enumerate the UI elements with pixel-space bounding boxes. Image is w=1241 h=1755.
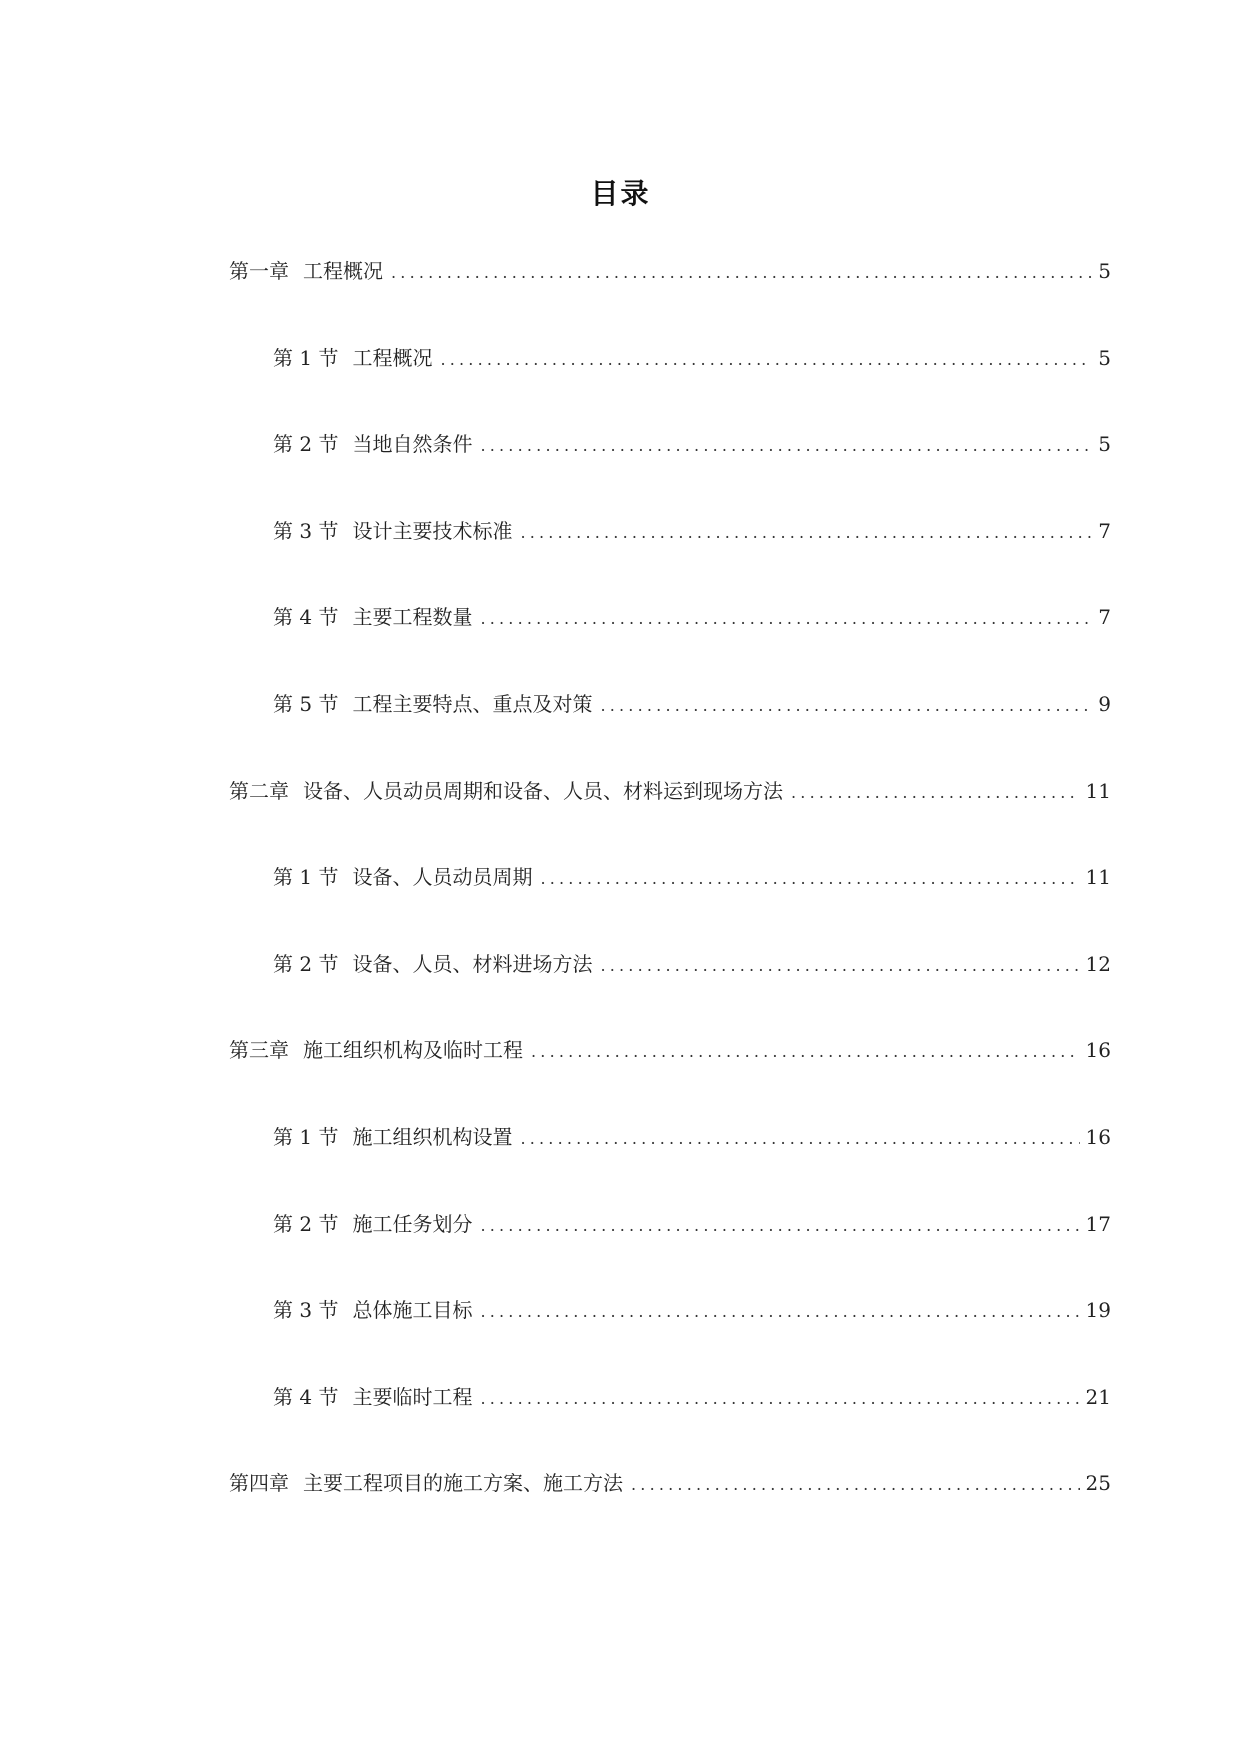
toc-entry-title: 主要临时工程	[352, 1384, 473, 1409]
dot-leader	[480, 1213, 1079, 1239]
toc-entry-number: 第 2 节	[273, 1211, 339, 1236]
toc-entry-label	[273, 1211, 472, 1237]
toc-entry-number: 第四章	[229, 1471, 289, 1496]
toc-entry-page-number: 21	[1085, 1384, 1111, 1409]
dot-leader	[520, 520, 1092, 546]
toc-entry-page-number: 12	[1085, 951, 1111, 976]
toc-entry-title: 设计主要技术标准	[352, 518, 513, 543]
toc-entry-page-number: 25	[1085, 1471, 1111, 1496]
toc-entry-page-number: 5	[1098, 345, 1111, 370]
toc-entry-title: 设备、人员、材料进场方法	[352, 951, 593, 976]
toc-entry-number: 第 4 节	[273, 605, 339, 630]
dot-leader	[540, 866, 1079, 892]
dot-leader	[391, 260, 1092, 286]
toc-entry-page-number: 16	[1085, 1124, 1111, 1149]
toc-entry-page-number: 17	[1085, 1211, 1111, 1236]
dot-leader	[791, 780, 1080, 806]
toc-entry-section-1-3[interactable]	[229, 518, 1111, 605]
toc-entry-page-number: 11	[1085, 778, 1111, 803]
dot-leader	[480, 606, 1092, 632]
dot-leader	[600, 693, 1092, 719]
dot-leader	[531, 1039, 1080, 1065]
toc-entry-number: 第 1 节	[273, 345, 339, 370]
toc-entry-number: 第 1 节	[273, 865, 339, 890]
toc-entry-number: 第 3 节	[273, 518, 339, 543]
toc-entry-title: 设备、人员动员周期和设备、人员、材料运到现场方法	[303, 778, 783, 803]
toc-entry-number: 第二章	[229, 778, 289, 803]
toc-entry-page-number: 5	[1098, 432, 1111, 457]
toc-entry-label	[229, 1037, 523, 1063]
toc-entry-page-number: 7	[1098, 605, 1111, 630]
toc-entry-label	[273, 518, 512, 544]
toc-entry-page-number: 9	[1098, 691, 1111, 716]
toc-entry-title: 工程概况	[303, 259, 383, 283]
toc-entry-title: 设备、人员动员周期	[352, 865, 533, 890]
toc-entry-chapter-4[interactable]	[229, 1470, 1111, 1557]
toc-entry-title: 施工任务划分	[352, 1211, 473, 1236]
dot-leader	[520, 1126, 1079, 1152]
toc-entry-label	[273, 431, 472, 457]
toc-entry-section-1-4[interactable]	[229, 604, 1111, 691]
toc-entry-title: 主要工程数量	[352, 605, 473, 630]
toc-entry-label	[273, 345, 432, 371]
toc-entry-section-3-1[interactable]	[229, 1124, 1111, 1211]
toc-entry-title: 工程主要特点、重点及对策	[352, 691, 593, 716]
toc-entry-label	[229, 778, 783, 804]
toc-entry-number: 第 4 节	[273, 1384, 339, 1409]
toc-entry-page-number: 19	[1085, 1298, 1111, 1323]
toc-entry-number: 第 1 节	[273, 1124, 339, 1149]
toc-entry-page-number: 11	[1085, 865, 1111, 890]
toc-entry-chapter-3[interactable]	[229, 1037, 1111, 1124]
toc-entry-section-1-1[interactable]	[229, 345, 1111, 432]
toc-entry-number: 第 2 节	[273, 432, 339, 457]
dot-leader	[480, 433, 1092, 459]
dot-leader	[631, 1472, 1080, 1498]
toc-entry-label	[273, 1124, 512, 1150]
toc-entry-page-number: 7	[1098, 518, 1111, 543]
toc-entry-page-number: 5	[1098, 259, 1111, 283]
toc-entry-title: 施工组织机构及临时工程	[303, 1038, 523, 1063]
toc-entry-section-3-2[interactable]	[229, 1211, 1111, 1298]
table-of-contents	[229, 258, 1111, 1557]
toc-entry-label	[273, 604, 472, 630]
toc-entry-number: 第一章	[229, 259, 289, 283]
dot-leader	[480, 1299, 1079, 1325]
toc-entry-section-2-1[interactable]	[229, 864, 1111, 951]
toc-entry-section-3-4[interactable]	[229, 1384, 1111, 1471]
toc-entry-chapter-1[interactable]	[229, 258, 1111, 345]
toc-entry-section-3-3[interactable]	[229, 1297, 1111, 1384]
toc-entry-title: 当地自然条件	[352, 432, 473, 457]
toc-entry-title: 工程概况	[352, 345, 433, 370]
toc-entry-label	[229, 258, 383, 284]
toc-entry-chapter-2[interactable]	[229, 778, 1111, 865]
toc-entry-title: 施工组织机构设置	[352, 1124, 513, 1149]
toc-entry-label	[273, 951, 592, 977]
toc-entry-section-1-5[interactable]	[229, 691, 1111, 778]
toc-entry-section-1-2[interactable]	[229, 431, 1111, 518]
toc-entry-title: 总体施工目标	[352, 1298, 473, 1323]
toc-entry-number: 第 2 节	[273, 951, 339, 976]
toc-entry-number: 第三章	[229, 1038, 289, 1063]
dot-leader	[600, 953, 1079, 979]
toc-entry-label	[273, 1297, 472, 1323]
toc-entry-label	[229, 1470, 623, 1496]
toc-entry-label	[273, 1384, 472, 1410]
dot-leader	[480, 1386, 1079, 1412]
toc-entry-page-number: 16	[1085, 1038, 1111, 1063]
toc-entry-number: 第 3 节	[273, 1298, 339, 1323]
toc-entry-label	[273, 864, 532, 890]
toc-entry-label	[273, 691, 592, 717]
toc-entry-number: 第 5 节	[273, 691, 339, 716]
toc-entry-title: 主要工程项目的施工方案、施工方法	[303, 1471, 623, 1496]
toc-title: 目录	[590, 177, 651, 210]
dot-leader	[440, 347, 1092, 373]
toc-entry-section-2-2[interactable]	[229, 951, 1111, 1038]
